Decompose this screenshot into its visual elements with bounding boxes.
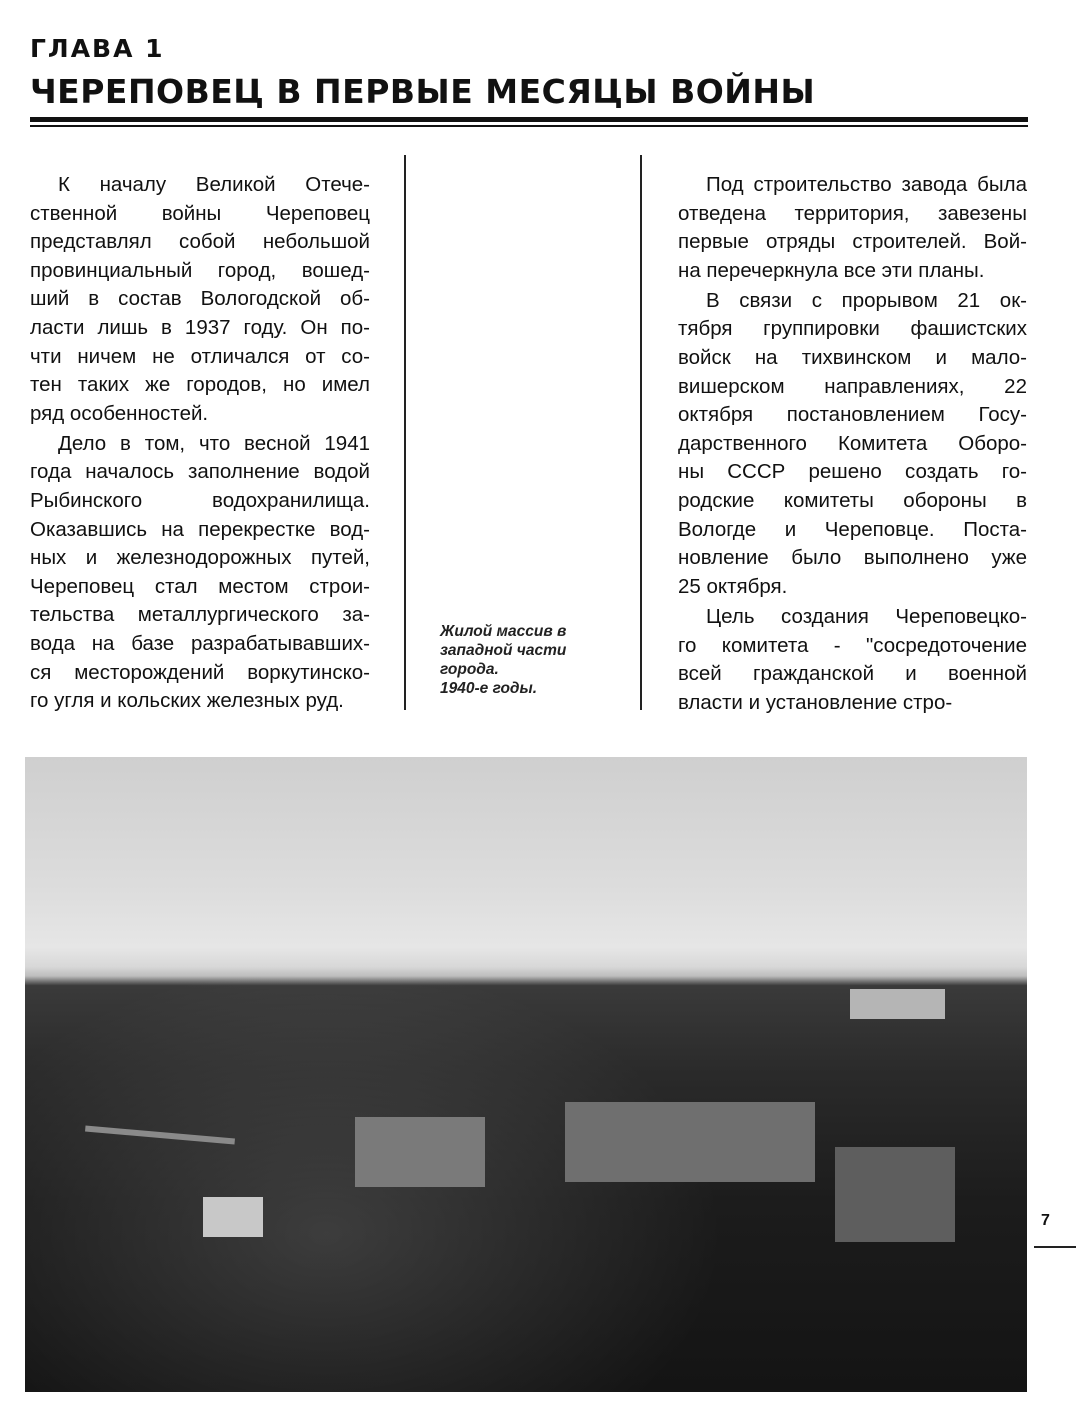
text-line: всей гражданской и военной	[678, 662, 1027, 686]
text-line: тября группировки фашистских	[678, 317, 1027, 341]
header-rule-thick	[30, 117, 1028, 122]
text-line: ласти лишь в 1937 году. Он по-	[30, 315, 370, 339]
header-rule-thin	[30, 125, 1028, 127]
city-photo	[25, 757, 1027, 1392]
text-line: ся месторождений воркутинско-	[30, 660, 370, 684]
text-line: К началу Великой Отече-	[58, 173, 370, 196]
text-line: го комитета - "сосредоточение	[678, 633, 1027, 657]
photo-building	[565, 1102, 815, 1182]
text-line: на перечеркнула все эти планы.	[678, 258, 985, 282]
caption-line: города.	[440, 661, 499, 678]
text-line: Под строительство завода была	[706, 173, 1027, 196]
text-line: тен таких же городов, но имел	[30, 373, 370, 397]
chapter-label: ГЛАВА 1	[30, 34, 165, 63]
paragraph	[30, 171, 370, 428]
photo-building	[355, 1117, 485, 1187]
text-line: ственной войны Череповец	[30, 201, 370, 225]
right-text-column	[678, 171, 1027, 719]
text-line: тельства металлургического за-	[30, 603, 370, 627]
paragraph	[678, 287, 1027, 602]
photo-building	[835, 1147, 955, 1242]
text-line: ны СССР решено создать го-	[678, 460, 1027, 484]
text-line: Оказавшись на перекрестке вод-	[30, 517, 370, 541]
paragraph	[30, 430, 370, 716]
photo-caption	[440, 622, 566, 698]
text-line: Цель создания Череповецко-	[706, 604, 1027, 628]
text-line: ных и железнодорожных путей,	[30, 546, 370, 570]
text-line: го угля и кольских железных руд.	[30, 689, 344, 713]
text-line: Вологде и Череповце. Поста-	[678, 517, 1027, 541]
text-line: новление было выполнено уже	[678, 546, 1027, 570]
text-line: ряд особенностей.	[30, 401, 209, 425]
text-line: Дело в том, что весной 1941	[58, 431, 370, 455]
page-number: 7	[1041, 1212, 1050, 1229]
text-line: войск на тихвинском и мало-	[678, 346, 1027, 370]
page-number-rule	[1034, 1246, 1076, 1248]
text-line: вода на базе разрабатывавших-	[30, 632, 370, 655]
text-line: Рыбинского водохранилища.	[30, 489, 370, 513]
text-line: дарственного Комитета Оборо-	[678, 431, 1027, 455]
text-line: отведена территория, завезены	[678, 201, 1027, 225]
text-line: первые отряды строителей. Вой-	[678, 230, 1027, 254]
text-line: 25 октября.	[678, 574, 788, 598]
column-divider	[640, 155, 642, 710]
text-line: чти ничем не отличался от со-	[30, 344, 370, 368]
caption-line: западной части	[440, 642, 567, 659]
text-line: родские комитеты обороны в	[678, 489, 1027, 513]
column-divider	[404, 155, 406, 710]
text-line: власти и установление стро-	[678, 690, 953, 714]
text-line: провинциальный город, вошед-	[30, 258, 370, 282]
photo-building	[203, 1197, 263, 1237]
text-line: ший в состав Вологодской об-	[30, 287, 370, 311]
caption-line: 1940-е годы.	[440, 680, 538, 697]
paragraph	[678, 603, 1027, 717]
caption-line: Жилой массив в	[440, 623, 567, 640]
text-line: В связи с прорывом 21 ок-	[706, 288, 1027, 312]
text-line: октября постановлением Госу-	[678, 403, 1027, 427]
text-line: вишерском направлениях, 22	[678, 374, 1027, 398]
text-line: Череповец стал местом строи-	[30, 574, 370, 598]
text-line: представлял собой небольшой	[30, 230, 370, 254]
text-line: года началось заполнение водой	[30, 460, 370, 484]
paragraph	[678, 171, 1027, 285]
chapter-title: ЧЕРЕПОВЕЦ В ПЕРВЫЕ МЕСЯЦЫ ВОЙНЫ	[30, 72, 816, 111]
photo-road	[85, 1125, 235, 1144]
left-text-column	[30, 171, 370, 717]
photo-building	[850, 989, 945, 1019]
